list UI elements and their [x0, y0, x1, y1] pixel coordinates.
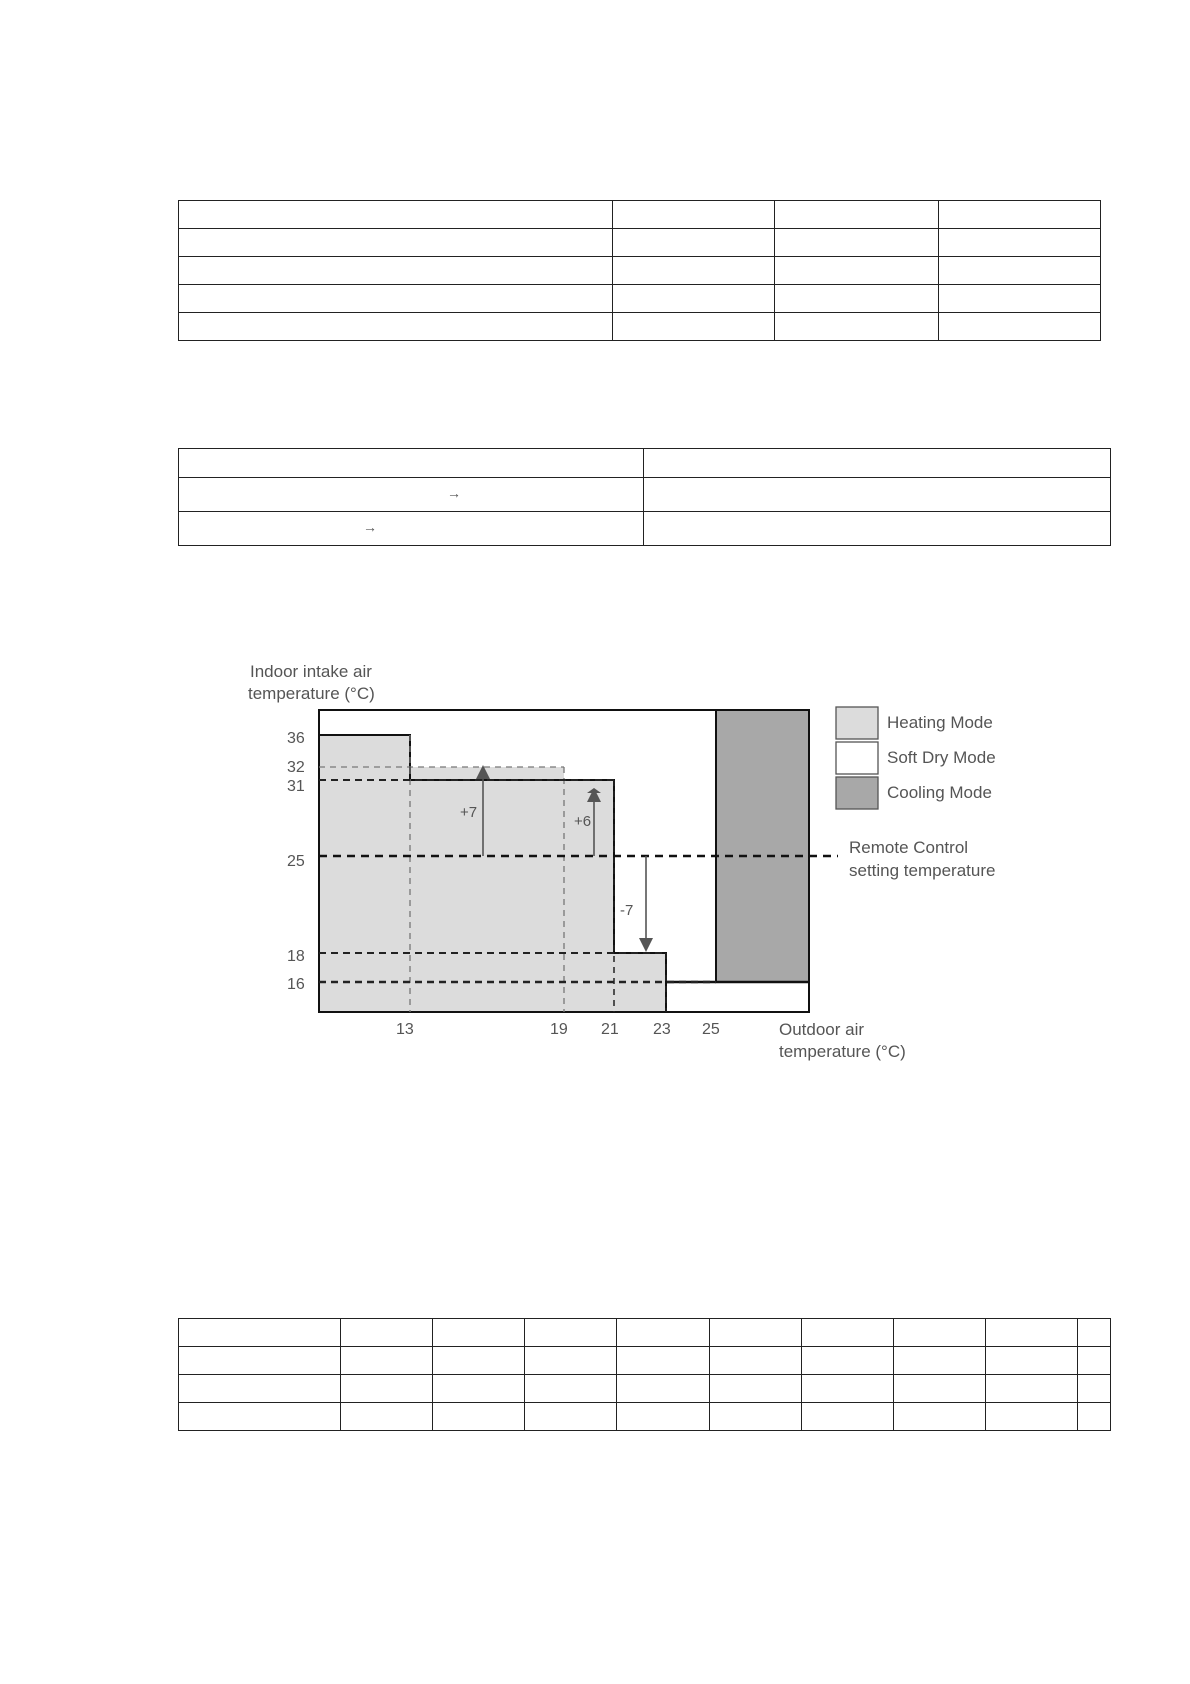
x-tick-13: 13 — [396, 1021, 414, 1038]
legend-swatch-cooling — [836, 777, 878, 809]
heating-region-step-0 — [319, 735, 410, 1012]
legend-swatch-heating — [836, 707, 878, 739]
legend-label-cooling: Cooling Mode — [887, 783, 992, 802]
table-row — [179, 1319, 1111, 1347]
right-arrow-icon: → — [363, 519, 377, 535]
annotation-minus7: -7 — [620, 902, 634, 919]
annotation-plus7: +7 — [460, 804, 478, 821]
right-arrow-icon: → — [447, 485, 461, 501]
table-row — [179, 1347, 1111, 1375]
legend-label-heating: Heating Mode — [887, 713, 993, 732]
legend — [836, 707, 996, 809]
x-tick-21: 21 — [601, 1021, 619, 1038]
cooling-region — [716, 710, 809, 982]
y-tick-32: 32 — [287, 759, 305, 776]
arrow-minus7 — [639, 856, 653, 952]
x-tick-25: 25 — [702, 1021, 720, 1038]
legend-swatch-soft-dry — [836, 742, 878, 774]
remote-control-label-line1: Remote Control — [849, 838, 969, 857]
x-tick-23: 23 — [653, 1021, 671, 1038]
table-row — [179, 1375, 1111, 1403]
y-tick-36: 36 — [287, 730, 305, 747]
table-3 — [178, 1318, 1111, 1431]
y-tick-31: 31 — [287, 778, 305, 795]
y-axis-title-line1: Indoor intake air — [250, 662, 372, 681]
legend-label-soft-dry: Soft Dry Mode — [887, 748, 996, 767]
remote-control-label-line2: setting temperature — [849, 861, 996, 880]
table-row — [179, 1403, 1111, 1431]
y-tick-18: 18 — [287, 948, 305, 965]
x-axis-title-line1: Outdoor air — [779, 1020, 865, 1039]
y-tick-25: 25 — [287, 853, 305, 870]
x-axis-title-line2: temperature (°C) — [779, 1042, 906, 1061]
annotation-plus6: +6 — [574, 813, 592, 830]
y-axis-title-line2: temperature (°C) — [248, 684, 375, 703]
x-tick-19: 19 — [550, 1021, 568, 1038]
y-tick-16: 16 — [287, 976, 305, 993]
